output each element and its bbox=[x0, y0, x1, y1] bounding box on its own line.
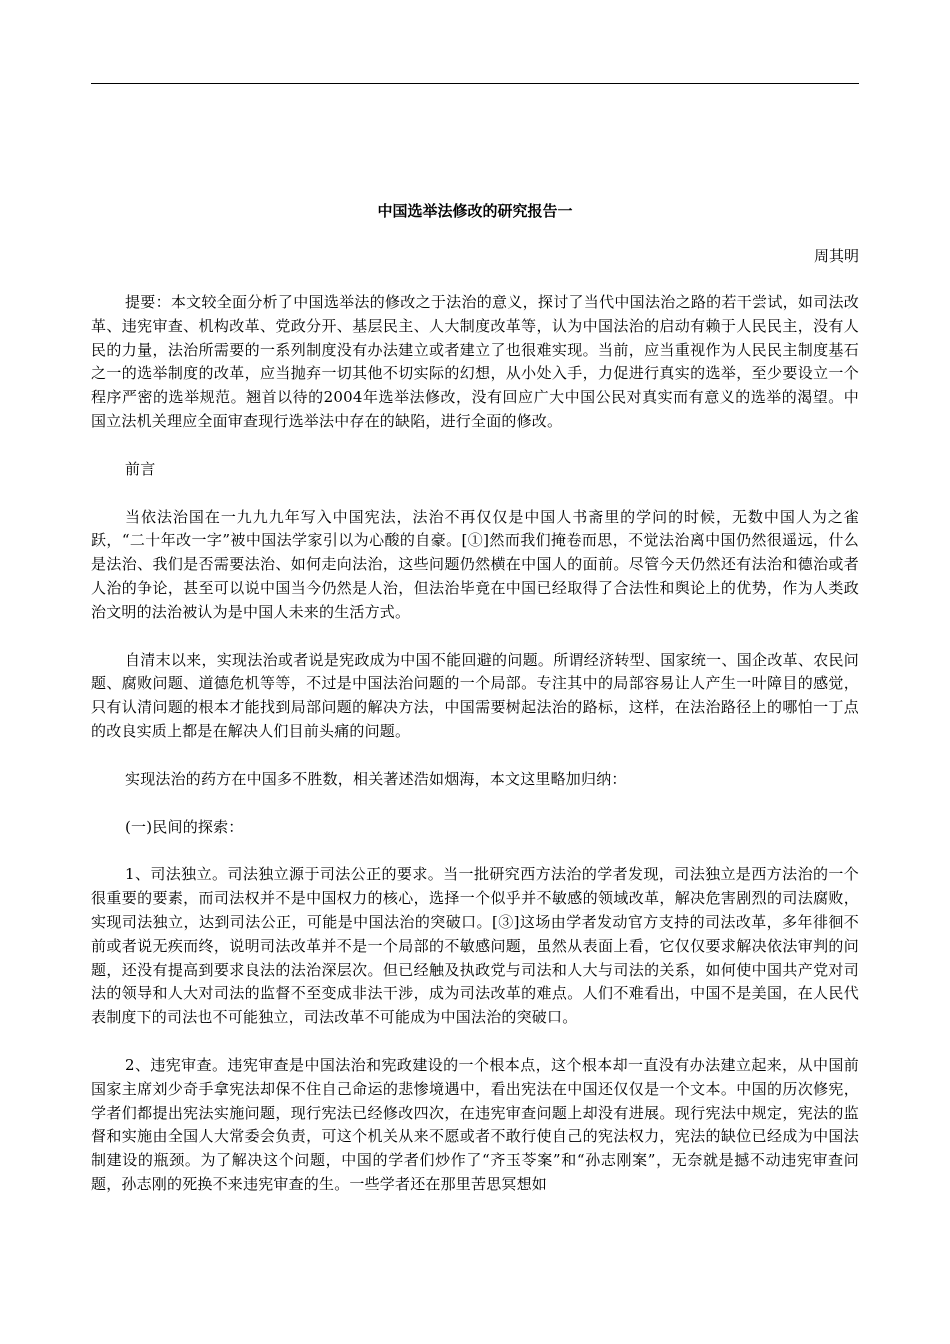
abstract-paragraph: 提要：本文较全面分析了中国选举法的修改之于法治的意义，探讨了当代中国法治之路的若干尝试，如司法改革、违宪审查、机构改革、党政分开、基层民主、人大制度改革等，认为中国法治的启动有赖于人民民主，没有人民的力量，法治所需要的一系列制度没有办法建立或者建立了也很难实现。当前，应当重视作为人民民主制度基石之一的选举制度的改革，应当抛弃一切其他不切实际的幻想，从小处入手，力促进行真实的选举，至少要设立一个程序严密的选举规范。翘首以待的2004年选举法修改，没有回应广大中国公民对真实而有意义的选举的渴望。中国立法机关理应全面审查现行选举法中存在的缺陷，进行全面的修改。 bbox=[91, 293, 859, 430]
document-title: 中国选举法修改的研究报告一 bbox=[377, 202, 573, 220]
body-paragraph: 自清末以来，实现法治或者说是宪政成为中国不能回避的问题。所谓经济转型、国家统一、国企改革、农民问题、腐败问题、道德危机等等，不过是中国法治问题的一个局部。专注其中的局部容易让人产生一叶障目的感觉，只有认清问题的根本才能找到局部问题的解决方法，中国需要树起法治的路标，这样，在法治路径上的哪怕一丁点的改良实质上都是在解决人们目前头痛的问题。 bbox=[91, 650, 859, 740]
header-rule bbox=[91, 83, 859, 84]
body-paragraph: 实现法治的药方在中国多不胜数，相关著述浩如烟海，本文这里略加归纳： bbox=[125, 769, 627, 788]
section-heading-preface: 前言 bbox=[125, 459, 156, 478]
section-heading-folk-exploration: (一)民间的探索： bbox=[125, 817, 244, 836]
document-body bbox=[91, 200, 859, 1197]
document-author: 周其明 bbox=[813, 247, 859, 265]
body-paragraph: 1、司法独立。司法独立源于司法公正的要求。当一批研究西方法治的学者发现，司法独立是西方法治的一个很重要的要素，而司法权并不是中国权力的核心，选择一个似乎并不敏感的领域改革，解决危害剧烈的司法腐败，实现司法独立，达到司法公正，可能是中国法治的突破口。[③]这场由学者发动官方支持的司法改革，多年徘徊不前或者说无疾而终，说明司法改革并不是一个局部的不敏感问题，虽然从表面上看，它仅仅要求解决依法审判的问题，还没有提高到要求良法的法治深层次。但已经触及执政党与司法和人大与司法的关系，如何使中国共产党对司法的领导和人大对司法的监督不至变成非法干涉，成为司法改革的难点。人们不难看出，中国不是美国，在人民代表制度下的司法也不可能独立，司法改革不可能成为中国法治的突破口。 bbox=[91, 865, 859, 1027]
body-paragraph: 2、违宪审查。违宪审查是中国法治和宪政建设的一个根本点，这个根本却一直没有办法建立起来，从中国前国家主席刘少奇手拿宪法却保不住自己命运的悲惨境遇中，看出宪法在中国还仅仅是一个文本。中国的历次修宪，学者们都提出宪法实施问题，现行宪法已经修改四次，在违宪审查问题上却没有进展。现行宪法中规定，宪法的监督和实施由全国人大常委会负责，可这个机关从来不愿或者不敢行使自己的宪法权力，宪法的缺位已经成为中国法制建设的瓶颈。为了解决这个问题，中国的学者们炒作了“齐玉苓案”和“孙志刚案”，无奈就是撼不动违宪审查问题，孙志刚的死换不来违宪审查的生。一些学者还在那里苦思冥想如 bbox=[91, 1055, 859, 1193]
body-paragraph: 当依法治国在一九九九年写入中国宪法，法治不再仅仅是中国人书斋里的学问的时候，无数中国人为之雀跃，“二十年改一字”被中国法学家引以为心酸的自豪。[①]然而我们掩卷而思，不觉法治离中国仍然很遥远，什么是法治、我们是否需要法治、如何走向法治，这些问题仍然横在中国人的面前。尽管今天仍然还有法治和德治或者人治的争论，甚至可以说中国当今仍然是人治，但法治毕竟在中国已经取得了合法性和舆论上的优势，作为人类政治文明的法治被认为是中国人未来的生活方式。 bbox=[91, 507, 859, 621]
